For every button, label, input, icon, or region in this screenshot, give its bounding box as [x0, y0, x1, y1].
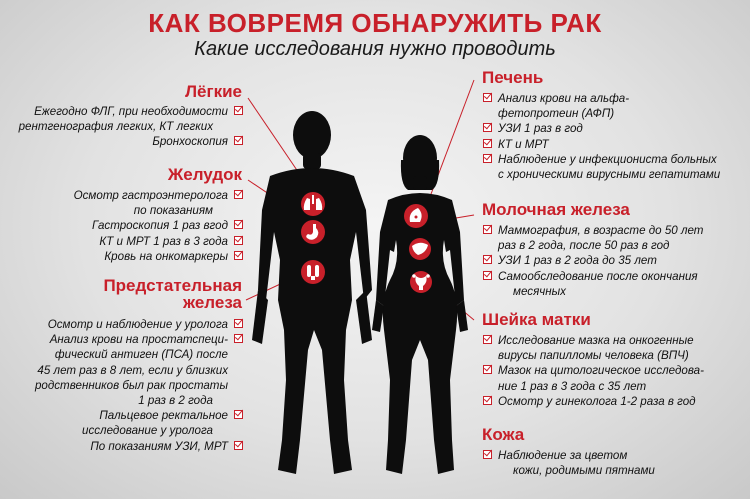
checkbox-icon	[483, 450, 492, 459]
list-item: Осмотр и наблюдение у уролога	[35, 317, 243, 332]
list-item: исследование у уролога	[82, 424, 213, 438]
checkbox-icon	[234, 410, 243, 419]
checkbox-icon	[234, 334, 243, 343]
lungs-heading: Лёгкие	[185, 82, 242, 101]
list-item: Осмотр у гинеколога 1-2 раза в год	[483, 394, 704, 409]
checkbox-icon	[483, 154, 492, 163]
list-item: КТ и МРТ	[483, 137, 720, 152]
breast-heading: Молочная железа	[482, 200, 630, 219]
checkbox-icon	[234, 106, 243, 115]
skin-list	[483, 448, 655, 478]
checkbox-icon	[234, 251, 243, 260]
page-subtitle: Какие исследования нужно проводить	[194, 38, 556, 60]
list-item: Исследование мазка на онкогенные	[483, 333, 704, 348]
list-item: Наблюдение у инфекциониста больных	[483, 152, 720, 167]
checkbox-icon	[483, 139, 492, 148]
list-item: с хроническими вирусными гепатитами	[498, 168, 721, 182]
checkbox-icon	[483, 123, 492, 132]
list-item: родственников был рак простаты	[34, 378, 228, 392]
checkbox-icon	[234, 319, 243, 328]
list-item: раз в 2 года, после 50 раз в год	[498, 239, 670, 253]
checkbox-icon	[483, 255, 492, 264]
female-silhouette	[372, 135, 468, 474]
stomach-list	[74, 188, 243, 264]
male-silhouette	[252, 111, 372, 474]
prostate-list	[35, 317, 243, 454]
list-item: месячных	[513, 284, 566, 298]
list-item: 1 раз в 2 года	[138, 394, 213, 408]
list-item: Наблюдение за цветом	[483, 448, 655, 463]
list-item: КТ и МРТ 1 раз в 3 года	[74, 234, 243, 249]
list-item: Ежегодно ФЛГ, при необходимости	[19, 104, 243, 119]
breast-icon	[404, 204, 428, 228]
list-item: Маммография, в возрасте до 50 лет	[483, 223, 703, 238]
liver-icon	[409, 238, 431, 260]
checkbox-icon	[483, 271, 492, 280]
list-item: УЗИ 1 раз в год	[483, 121, 720, 136]
checkbox-icon	[234, 136, 243, 145]
checkbox-icon	[234, 236, 243, 245]
list-item: Анализ крови на простатспеци-	[35, 332, 243, 347]
prostate-icon	[301, 260, 325, 284]
list-item: фический антиген (ПСА) после	[54, 348, 228, 362]
cervix-list	[483, 333, 704, 409]
checkbox-icon	[483, 365, 492, 374]
list-item: вирусы папилломы человека (ВПЧ)	[498, 349, 689, 363]
skin-heading: Кожа	[482, 425, 525, 444]
checkbox-icon	[483, 93, 492, 102]
list-item: Осмотр гастроэнтеролога	[74, 188, 243, 203]
list-item: 45 лет раз в 8 лет, если у близких	[37, 363, 228, 377]
checkbox-icon	[483, 225, 492, 234]
list-item: УЗИ 1 раз в 2 года до 35 лет	[483, 253, 703, 268]
cervix-heading: Шейка матки	[482, 310, 591, 329]
lungs-icon	[301, 192, 325, 216]
page-title: КАК ВОВРЕМЯ ОБНАРУЖИТЬ РАК	[148, 8, 602, 38]
checkbox-icon	[483, 396, 492, 405]
prostate-heading-line1: Предстательная	[103, 276, 242, 295]
list-item: Анализ крови на альфа-	[483, 91, 720, 106]
list-item: кожи, родимыми пятнами	[513, 464, 655, 478]
liver-list	[483, 91, 720, 182]
stomach-heading: Желудок	[167, 165, 242, 184]
list-item: Кровь на онкомаркеры	[74, 249, 243, 264]
lungs-list	[19, 104, 243, 150]
checkbox-icon	[234, 220, 243, 229]
list-item: ние 1 раз в 3 года с 35 лет	[498, 379, 647, 393]
prostate-heading-line2: железа	[183, 293, 242, 312]
list-item: Гастроскопия 1 раз вгод	[74, 218, 243, 233]
list-item: рентгенография легких, КТ легких	[18, 120, 213, 134]
checkbox-icon	[483, 335, 492, 344]
liver-heading: Печень	[482, 68, 544, 87]
list-item: Мазок на цитологическое исследова-	[483, 363, 704, 378]
uterus-icon	[410, 271, 432, 293]
checkbox-icon	[234, 441, 243, 450]
list-item: Бронхоскопия	[19, 134, 243, 149]
list-item: Самообследование после окончания	[483, 269, 703, 284]
list-item: Пальцевое ректальное	[35, 408, 243, 423]
checkbox-icon	[234, 190, 243, 199]
breast-list	[483, 223, 703, 299]
stomach-icon	[301, 220, 325, 244]
list-item: по показаниям	[133, 204, 213, 218]
list-item: По показаниям УЗИ, МРТ	[35, 439, 243, 454]
list-item: фетопротеин (АФП)	[498, 107, 615, 121]
